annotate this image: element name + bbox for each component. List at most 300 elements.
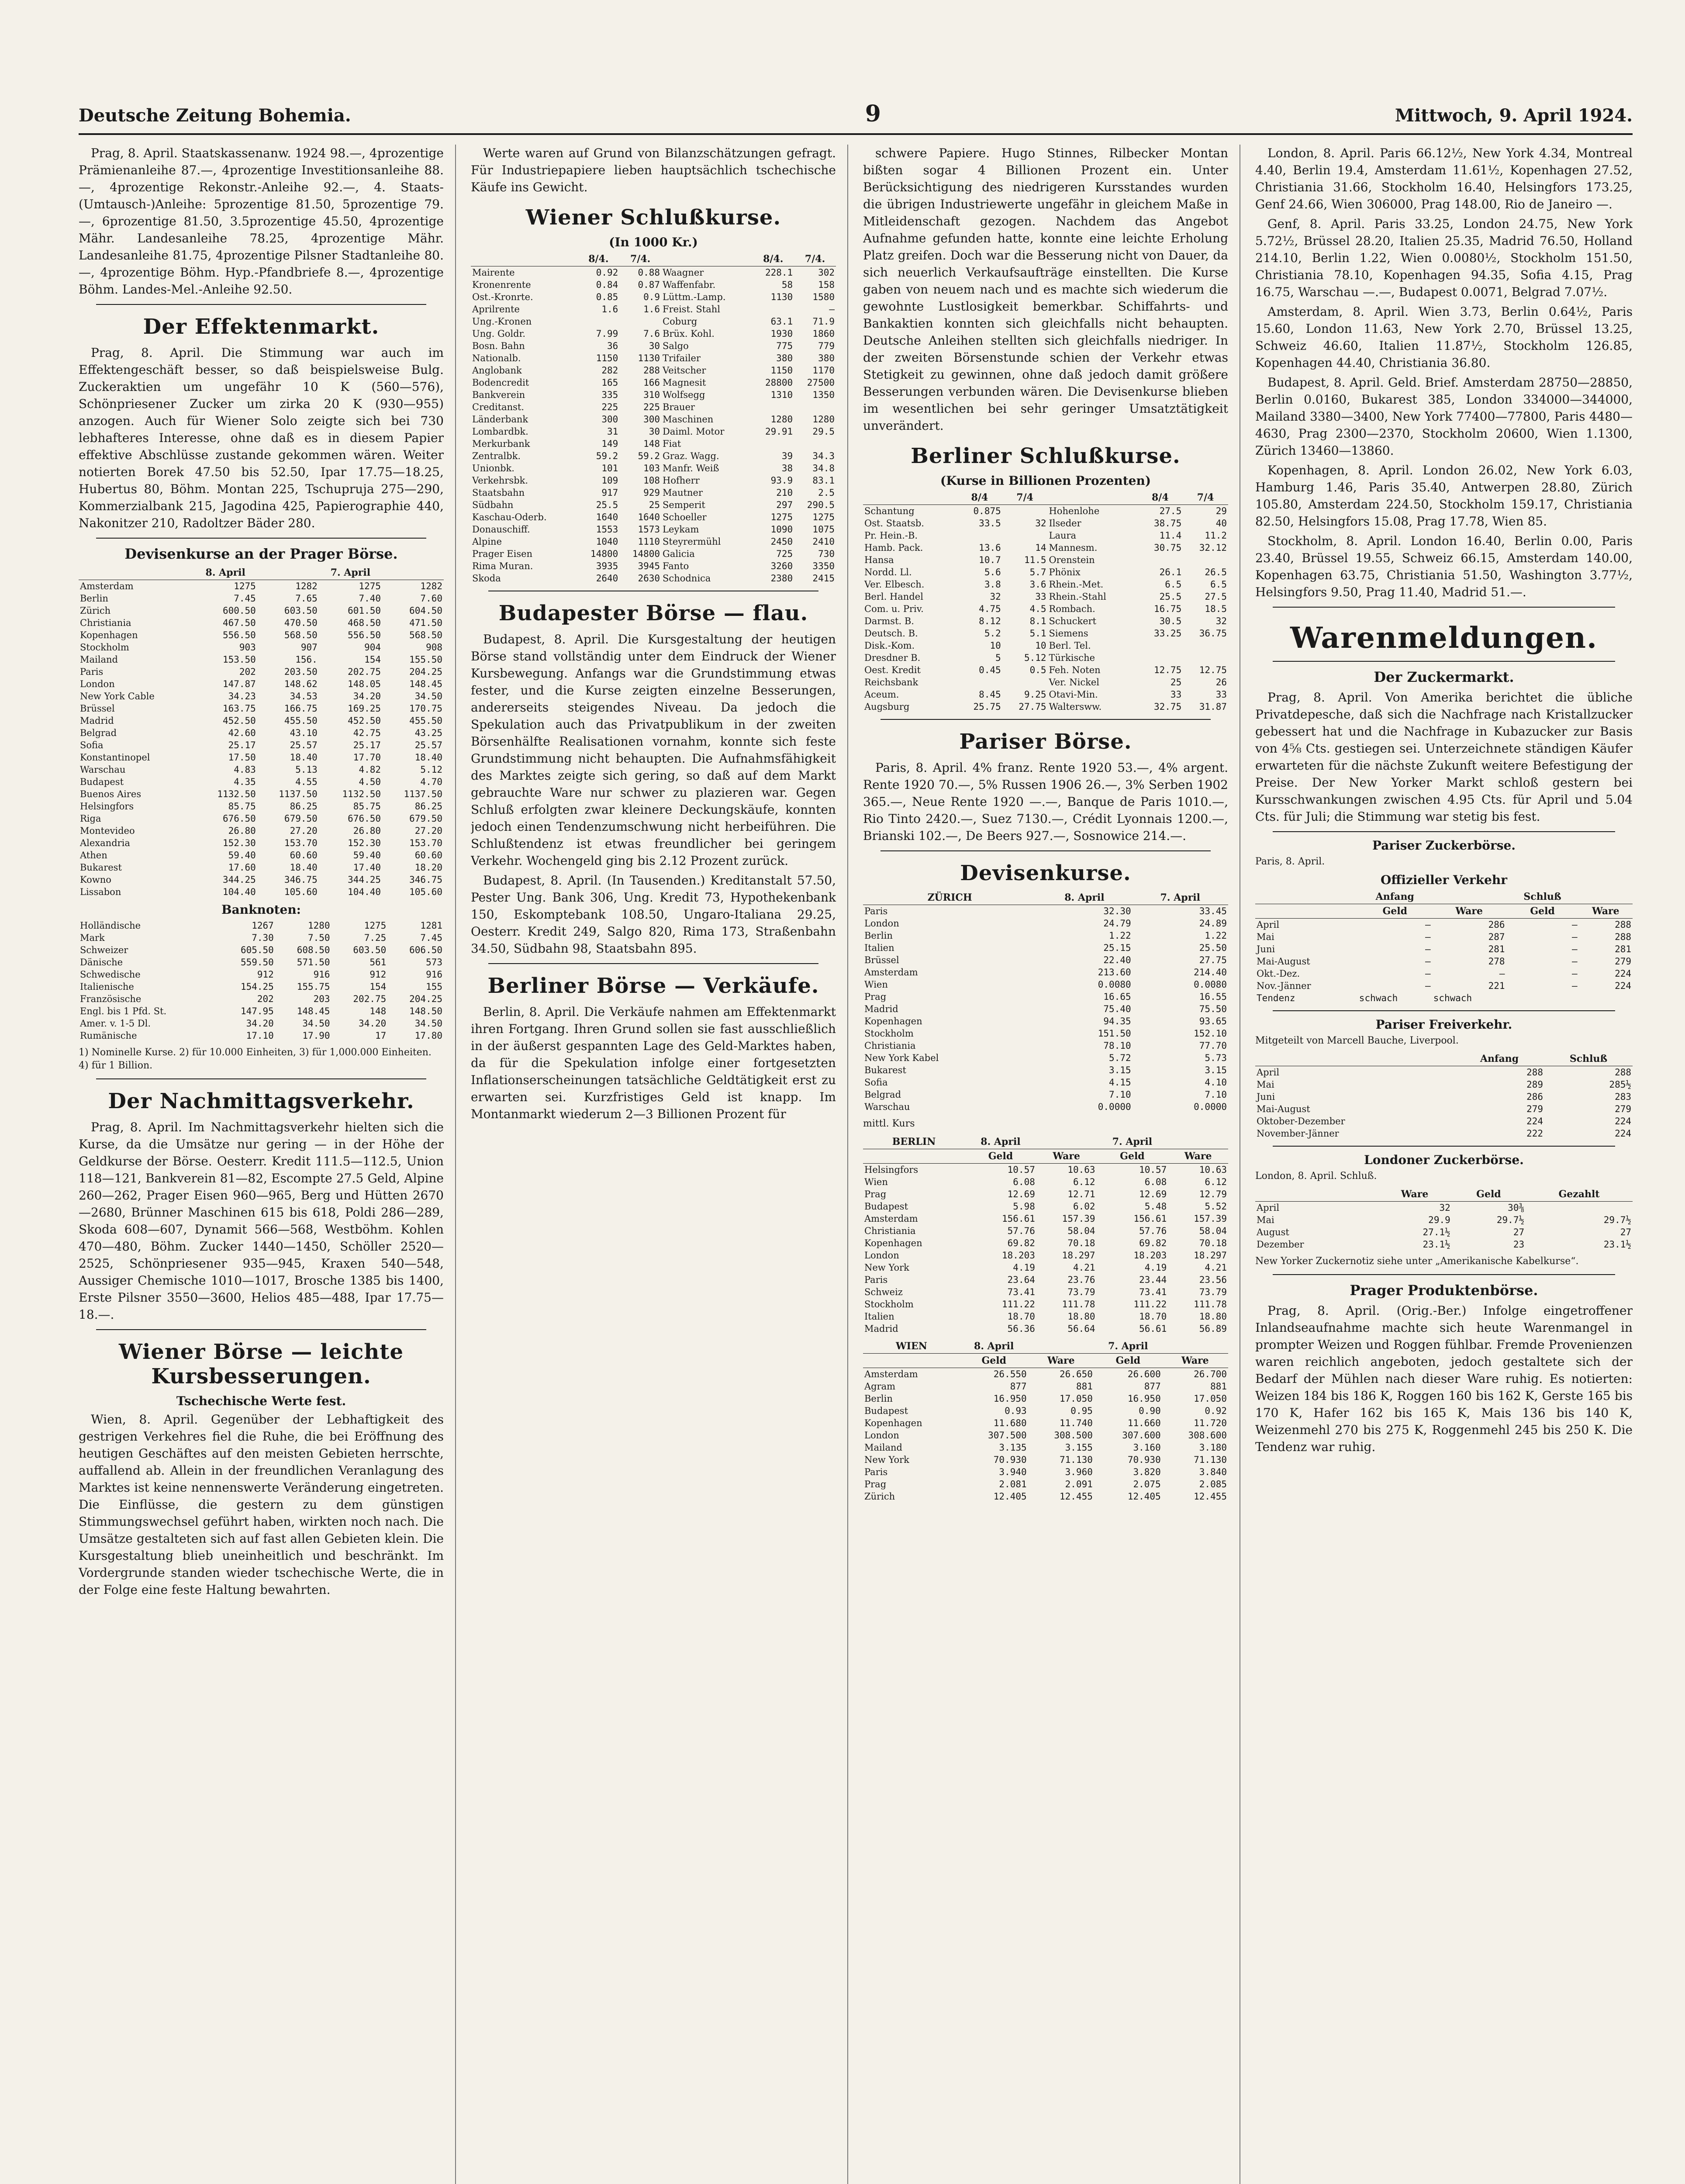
- quote-cell: 10: [990, 640, 1001, 651]
- quote-cell: 14800: [632, 549, 660, 559]
- table-row: [79, 751, 444, 764]
- quote-cell: 14800: [590, 549, 618, 559]
- quote-cell: 1.6: [643, 304, 660, 314]
- quote-cell: 30: [649, 341, 660, 351]
- quote-cell: 11.740: [1060, 1418, 1093, 1428]
- berliner-schlusskurse-table: [863, 491, 1228, 713]
- quote-cell: 42.75: [353, 728, 381, 738]
- quote-cell: 6.5: [1165, 579, 1182, 590]
- quote-cell: 203: [313, 994, 330, 1004]
- table-header-cell: schwach: [1433, 993, 1472, 1003]
- quote-cell: 279: [1526, 1104, 1543, 1114]
- quote-cell: 30⅜: [1508, 1203, 1525, 1213]
- amsterdam-fx-text: Amsterdam, 8. April. Wien 3.73, Berlin 0.64½, Paris 15.60, London 11.63, New York 2.70, Brüssel 13.25, Schweiz 46.60, Italien 11.87½, Stockholm 126.85, Kopenhagen 44.40, Christiania 36.80.: [1255, 304, 1633, 370]
- quote-cell: 69.82: [1007, 1238, 1035, 1248]
- quote-cell: 556.50: [348, 630, 381, 640]
- table-row: [79, 886, 444, 898]
- quote-cell: 70.930: [993, 1455, 1027, 1465]
- quote-cell: 1275: [770, 512, 793, 522]
- quote-cell: 56.36: [1007, 1324, 1035, 1334]
- quote-cell: 154.25: [240, 981, 274, 992]
- quote-cell: 3.135: [999, 1442, 1027, 1453]
- quote-cell: 18.80: [1067, 1311, 1095, 1322]
- table-header-cell: 7/4.: [794, 252, 836, 266]
- row-label: Ver. Nickel: [1049, 677, 1099, 688]
- budapest-quotes-text: Budapest, 8. April. (In Tausenden.) Kreditanstalt 57.50, Pester Ung. Bank 306, Ung. Kredit 73, Hypothekenbank 150, Eskomptebank 108.50, Ungaro-Italiana 29.25, Oesterr. Kredit 249, Salgo 820, Rima 173, Straßenbahn 34.50, Südbahn 98, Staatsbahn 895.: [471, 873, 836, 956]
- quote-cell: 33: [1170, 689, 1182, 700]
- table-row: [863, 1405, 1228, 1417]
- table-header-cell: [1036, 1135, 1097, 1149]
- row-label: Fiat: [663, 439, 681, 449]
- table-row: [863, 1286, 1228, 1298]
- table-row: [863, 603, 1228, 615]
- table-header-cell: Ware: [1036, 1149, 1097, 1164]
- quote-cell: 6.12: [1073, 1177, 1095, 1187]
- quote-cell: 26.550: [993, 1369, 1027, 1379]
- berlin-fx-header-row: [863, 1135, 1228, 1149]
- quote-cell: 5.12: [420, 764, 442, 775]
- row-label: Pr. Hein.-B.: [864, 530, 918, 541]
- table-row: [79, 629, 444, 641]
- table-row: [863, 1466, 1228, 1478]
- quote-cell: 39: [781, 451, 793, 461]
- warenmeldungen-heading: Warenmeldungen.: [1290, 621, 1598, 655]
- row-label: Italien: [864, 943, 894, 953]
- quote-cell: 573: [426, 957, 442, 968]
- quote-cell: 16.55: [1199, 992, 1227, 1002]
- wiener-schlusskurse-header-row: [471, 252, 836, 266]
- row-label: Unionbk.: [472, 463, 514, 473]
- quote-cell: 455.50: [284, 715, 318, 726]
- quote-cell: 5.12: [1024, 653, 1046, 663]
- row-label: Belgrad: [864, 1089, 901, 1100]
- quote-cell: 10.63: [1067, 1165, 1095, 1175]
- pariser-zucker-body: [1255, 919, 1633, 992]
- row-label: Wien: [864, 1177, 888, 1187]
- quote-cell: 33: [1035, 591, 1046, 602]
- quote-cell: 344.25: [348, 874, 381, 885]
- quote-cell: 111.78: [1194, 1299, 1227, 1310]
- quote-cell: 59.40: [228, 850, 256, 860]
- table-row: [471, 413, 836, 425]
- row-label: Dresdner B.: [864, 653, 921, 663]
- berlin-text: Berlin, 8. April. Die Verkäufe nahmen am Effektenmarkt ihren Fortgang. Ihren Grund sollen sie fast ausschließlich in der äußerst gespannten Lage des Geld-Marktes haben, da für die Spekulation infolge einer fortgesetzten Inflationserscheinungen tatsächliche Geldtätigkeit erst zu erwarten sei. Kurzfristiges Geld ist knapp. Im Montanmarkt wiederum 2—3 Billionen Prozent für: [471, 1005, 836, 1121]
- quote-cell: 10.63: [1199, 1165, 1227, 1175]
- quote-cell: 60.60: [414, 850, 442, 860]
- quote-cell: 8.1: [1029, 616, 1046, 626]
- quote-cell: 43.10: [290, 728, 318, 738]
- quote-cell: 27.20: [290, 826, 318, 836]
- quote-cell: 27: [1620, 1227, 1631, 1237]
- quote-cell: 93.9: [770, 475, 793, 486]
- row-label: Mannesm.: [1049, 543, 1098, 553]
- quote-cell: 559.50: [240, 957, 274, 968]
- quote-cell: 282: [601, 365, 618, 376]
- quote-cell: 73.41: [1139, 1287, 1167, 1297]
- table-row: [471, 499, 836, 511]
- row-label: Brauer: [663, 402, 695, 412]
- table-row: [863, 1298, 1228, 1310]
- quote-cell: 281: [1488, 944, 1505, 954]
- quote-cell: 288: [1615, 932, 1631, 942]
- row-label: New York Kabel: [864, 1053, 939, 1063]
- quote-cell: 108: [643, 475, 660, 486]
- quote-cell: 224: [1615, 981, 1631, 991]
- produktenboerse-text: Prag, 8. April. (Orig.-Ber.) Infolge eingetroffener Inlandseaufnahme machte sich heute Warenmangel in prompter Weizen und Roggen fühlbar. Fremde Provenienzen waren reichlich angeboten, jedoch gestaltete sich der Bedarf der Mühlen nach dieser Ware ruhig. Es notierten: Weizen 184 bis 186 K, Roggen 160 bis 162 K, Gerste 165 bis 170 K, Hafer 162 bis 165 K, Mais 136 bis 140 K, Weizenmehl 270 bis 275 K, Roggenmehl 245 bis 250 K. Die Tendenz war ruhig.: [1255, 1303, 1633, 1454]
- table-row: [1255, 1066, 1633, 1079]
- quote-cell: 7.45: [420, 933, 442, 943]
- row-label: Reichsbank: [864, 677, 918, 688]
- wiener-schlusskurse-unit: (In 1000 Kr.): [609, 235, 698, 249]
- quote-cell: —: [1425, 932, 1431, 942]
- zurich-fx-table: [863, 891, 1228, 1113]
- row-label: Madrid: [864, 1004, 898, 1014]
- quote-cell: 1.6: [601, 304, 618, 314]
- table-header-cell: [1162, 1339, 1228, 1354]
- row-label: Madrid: [864, 1324, 898, 1334]
- table-row: [863, 542, 1228, 554]
- table-row: [471, 352, 836, 364]
- row-label: Galicia: [663, 549, 695, 559]
- row-label: Athen: [80, 850, 107, 860]
- table-row: [863, 554, 1228, 566]
- quote-cell: 17.60: [228, 862, 256, 873]
- quote-cell: 32.30: [1103, 906, 1131, 916]
- quote-cell: 33.5: [979, 518, 1001, 529]
- quote-cell: 18.40: [414, 752, 442, 763]
- row-label: Lissabon: [80, 887, 121, 897]
- row-label: Budapest: [864, 1406, 908, 1416]
- pariser-frei-heading: Pariser Freiverkehr.: [1375, 1017, 1512, 1032]
- quote-cell: 279: [1615, 956, 1631, 967]
- quote-cell: 310: [643, 390, 660, 400]
- row-label: Riga: [80, 813, 101, 824]
- table-row: [79, 1030, 444, 1042]
- quote-cell: 3.8: [984, 579, 1001, 590]
- row-label: Amsterdam: [864, 1213, 918, 1224]
- quote-cell: 148.45: [409, 679, 442, 689]
- quote-cell: 6.12: [1205, 1177, 1227, 1187]
- quote-cell: 1275: [812, 512, 835, 522]
- masthead: [79, 100, 1633, 135]
- berlin-fx-body: [863, 1164, 1228, 1335]
- quote-cell: 152.30: [222, 838, 256, 848]
- row-label: Französische: [80, 994, 142, 1004]
- quote-cell: 111.78: [1062, 1299, 1095, 1310]
- quote-cell: 11.5: [1024, 555, 1046, 565]
- quote-cell: 2.5: [818, 487, 835, 498]
- quote-cell: 26.80: [353, 826, 381, 836]
- quote-cell: 148.50: [409, 1006, 442, 1016]
- quote-cell: 6.08: [1013, 1177, 1035, 1187]
- row-label: Christiania: [80, 618, 131, 628]
- berliner-schlusskurse-header-row: [863, 491, 1228, 505]
- row-label: November-Jänner: [1257, 1128, 1339, 1139]
- row-label: Otavi-Min.: [1049, 689, 1098, 700]
- row-label: Montevideo: [80, 826, 135, 836]
- table-header-cell: Geld: [1506, 904, 1579, 919]
- quote-cell: 604.50: [409, 605, 442, 616]
- row-label: Steyrermühl: [663, 536, 721, 547]
- quote-cell: 34.20: [353, 691, 381, 702]
- quote-cell: 42.60: [228, 728, 256, 738]
- quote-cell: 34.50: [414, 1018, 442, 1029]
- quote-cell: 18.40: [290, 862, 318, 873]
- row-label: Mai-August: [1257, 1104, 1310, 1114]
- issue-date: Mittwoch, 9. April 1924.: [1395, 105, 1633, 126]
- table-row: [863, 1164, 1228, 1176]
- quote-cell: [1183, 639, 1228, 652]
- quote-cell: —: [1571, 944, 1578, 954]
- quote-cell: 24.79: [1103, 918, 1131, 929]
- row-label: Ost.-Kronrte.: [472, 292, 533, 302]
- quote-cell: 32: [990, 591, 1001, 602]
- paris-text: Paris, 8. April. 4% franz. Rente 1920 53.—, 4% argent. Rente 1920 70.—, 5% Russen 1906 26.—, 3% Serben 1902 365.—, Neue Rente 1920 —.—, Banque de Paris 1010.—, Rio Tinto 2420.—, Suez 7130.—, Crédit Lyonnais 1200.—, Brianski 102.—, De Beers 927.—, Sosnowice 214.—.: [863, 760, 1228, 843]
- row-label: Semperit: [663, 500, 705, 510]
- quote-cell: 4.21: [1205, 1262, 1227, 1273]
- row-label: Waltersww.: [1049, 702, 1102, 712]
- quote-cell: [619, 315, 661, 328]
- produktenboerse-heading: Prager Produktenbörse.: [1350, 1282, 1538, 1299]
- quote-cell: 166.75: [284, 703, 318, 714]
- quote-cell: 26.5: [1205, 567, 1227, 577]
- quote-cell: 5.72: [1109, 1053, 1131, 1063]
- row-label: Ung. Goldr.: [472, 328, 526, 339]
- table-row: [79, 666, 444, 678]
- quote-cell: 7.10: [1109, 1089, 1131, 1100]
- row-label: Mailand: [80, 654, 118, 665]
- quote-cell: 77.70: [1199, 1040, 1227, 1051]
- quote-cell: 287: [1488, 932, 1505, 942]
- table-row: [79, 788, 444, 800]
- table-row: [863, 517, 1228, 529]
- quote-cell: 27.1½: [1423, 1227, 1450, 1237]
- quote-cell: 13.6: [979, 543, 1001, 553]
- table-row: [863, 942, 1228, 954]
- quote-cell: 12.71: [1067, 1189, 1095, 1199]
- zuckermarkt-heading: Der Zuckermarkt.: [1374, 669, 1514, 685]
- quote-cell: 210: [776, 487, 793, 498]
- quote-cell: 224: [1615, 968, 1631, 979]
- quote-cell: 202: [257, 994, 274, 1004]
- fx-footnote: 1) Nominelle Kurse. 2) für 10.000 Einheiten, 3) für 1,000.000 Einheiten. 4) für 1 Billion.: [79, 1047, 432, 1071]
- zurich-fx-note: mittl. Kurs: [863, 1118, 915, 1129]
- row-label: Berl. Handel: [864, 591, 923, 602]
- quote-cell: 5.7: [1029, 567, 1046, 577]
- row-label: Alexandria: [80, 838, 130, 848]
- quote-cell: 1275: [364, 920, 387, 931]
- table-row: [471, 523, 836, 536]
- row-label: Budapest: [864, 1201, 908, 1212]
- table-row: [79, 715, 444, 727]
- table-row: [863, 1261, 1228, 1274]
- row-label: Augsburg: [864, 702, 910, 712]
- quote-cell: 63.1: [770, 316, 793, 327]
- quote-cell: 4.19: [1144, 1262, 1167, 1273]
- quote-cell: —: [829, 304, 835, 314]
- quote-cell: 1573: [638, 524, 660, 535]
- table-row: [863, 529, 1228, 542]
- quote-cell: 23.56: [1199, 1275, 1227, 1285]
- quote-cell: 8.45: [979, 689, 1001, 700]
- quote-cell: 603.50: [284, 605, 318, 616]
- quote-cell: 7.30: [252, 933, 274, 943]
- table-row: [863, 1089, 1228, 1101]
- row-label: Türkische: [1049, 653, 1095, 663]
- row-label: Alpine: [472, 536, 502, 547]
- quote-cell: 18.297: [1062, 1250, 1095, 1261]
- table-row: [79, 944, 444, 956]
- row-label: Mai: [1257, 1215, 1274, 1225]
- row-label: Manfr. Weiß: [663, 463, 719, 473]
- quote-cell: 1282: [295, 581, 318, 591]
- table-header-cell: 8. April: [194, 566, 257, 580]
- row-label: Aprilrente: [472, 304, 520, 314]
- quote-cell: 1280: [307, 920, 330, 931]
- row-label: April: [1257, 1203, 1280, 1213]
- row-label: April: [1257, 919, 1280, 930]
- row-label: Dänische: [80, 957, 123, 968]
- table-header-cell: Gezahlt: [1526, 1187, 1633, 1202]
- quote-cell: 3260: [770, 561, 793, 571]
- table-header-cell: [257, 566, 319, 580]
- kopenhagen-fx-text: Kopenhagen, 8. April. London 26.02, New York 6.03, Hamburg 1.46, Paris 35.40, Antwerpen 28.80, Zürich 105.80, Amsterdam 224.50, Stockholm 159.17, Christiania 82.50, Helsingfors 15.08, Prag 17.78, Wien 85.: [1255, 463, 1633, 529]
- berlin-heading: Berliner Börse — Verkäufe.: [487, 974, 819, 998]
- quote-cell: 1075: [812, 524, 835, 535]
- quote-cell: 29.7½: [1603, 1215, 1631, 1225]
- quote-cell: 1.22: [1109, 930, 1131, 941]
- table-header-cell: Ware: [1579, 904, 1633, 919]
- quote-cell: 3935: [596, 561, 618, 571]
- quote-cell: 7.25: [364, 933, 387, 943]
- table-row: [863, 652, 1228, 664]
- quote-cell: 75.50: [1199, 1004, 1227, 1014]
- quote-cell: 11.4: [1159, 530, 1182, 541]
- quote-cell: 69.82: [1139, 1238, 1167, 1248]
- row-label: New York: [864, 1262, 909, 1273]
- quote-cell: 290.5: [807, 500, 835, 510]
- quote-cell: 32.12: [1199, 543, 1227, 553]
- quote-cell: 6.02: [1073, 1201, 1095, 1212]
- quote-cell: 225: [643, 402, 660, 412]
- quote-cell: 1090: [770, 524, 793, 535]
- quote-cell: 5.48: [1144, 1201, 1167, 1212]
- quote-cell: 775: [776, 341, 793, 351]
- table-header-cell: Anfang: [1454, 1052, 1544, 1066]
- row-label: Mai: [1257, 932, 1274, 942]
- table-header-cell: 7/4.: [619, 252, 661, 266]
- quote-cell: 169.25: [348, 703, 381, 714]
- row-label: Prag: [864, 1189, 887, 1199]
- row-label: Paris: [864, 1467, 888, 1477]
- table-row: [863, 1441, 1228, 1454]
- quote-cell: 25.5: [596, 500, 618, 510]
- quote-cell: 3350: [812, 561, 835, 571]
- zurich-fx-header-row: [863, 891, 1228, 905]
- wien-boerse-text: Wien, 8. April. Gegenüber der Lebhaftigkeit des gestrigen Verkehres fiel die Ruhe, die bei Eröffnung des heutigen Geschäftes auf den meisten Gebieten herrschte, auffallend ab. Allein in der freundlichen Veranlagung des Marktes ist keine nennenswerte Veränderung eingetreten. Die Einflüsse, die gestern zu dem günstigen Stimmungswechsel geführt haben, wirkten noch nach. Die Umsätze gestalteten sich auf fast allen Gebieten klein. Die Kursgestaltung blieb uneinheitlich und beschränkt. Im Vordergrunde standen wieder tschechische Werte, die in der Folge eine feste Haltung bewahrten.: [79, 1412, 444, 1597]
- quote-cell: 5: [995, 653, 1001, 663]
- quote-cell: 29: [1215, 506, 1227, 516]
- row-label: August: [1257, 1227, 1289, 1237]
- quote-cell: 104.40: [222, 887, 256, 897]
- quote-cell: 5.1: [1029, 628, 1046, 639]
- quote-cell: 1580: [812, 292, 835, 302]
- quote-cell: 4.5: [1029, 604, 1046, 614]
- table-row: [863, 1200, 1228, 1213]
- table-header-cell: [863, 1354, 960, 1368]
- quote-cell: 5.13: [295, 764, 318, 775]
- quote-cell: 32.75: [1154, 702, 1182, 712]
- quote-cell: 10: [1035, 640, 1046, 651]
- row-label: Kronenrente: [472, 280, 531, 290]
- table-header-cell: 7/4: [1002, 491, 1048, 505]
- table-row: [1255, 1202, 1633, 1214]
- quote-cell: 470.50: [284, 618, 318, 628]
- quote-cell: 2.085: [1199, 1479, 1227, 1489]
- table-row: [79, 849, 444, 861]
- quote-cell: 903: [239, 642, 256, 653]
- quote-cell: 27.5: [1159, 506, 1182, 516]
- quote-cell: 1280: [770, 414, 793, 425]
- row-label: Italien: [864, 1311, 894, 1322]
- quote-cell: 0.0000: [1098, 1102, 1131, 1112]
- quote-cell: 3.160: [1133, 1442, 1161, 1453]
- table-header-cell: 8/4: [957, 491, 1002, 505]
- quote-cell: 1640: [638, 512, 660, 522]
- row-label: Buenos Aires: [80, 789, 142, 799]
- row-label: Ilseder: [1049, 518, 1081, 529]
- table-header-cell: [382, 566, 444, 580]
- table-row: [471, 291, 836, 303]
- quote-cell: 154: [369, 981, 387, 992]
- quote-cell: 25.17: [228, 740, 256, 750]
- quote-cell: 2.075: [1133, 1479, 1161, 1489]
- quote-cell: 0.88: [638, 267, 660, 278]
- quote-cell: 16.75: [1154, 604, 1182, 614]
- quote-cell: 27.5: [1205, 591, 1227, 602]
- quote-cell: 224: [1615, 1128, 1631, 1139]
- quote-cell: 1.22: [1205, 930, 1227, 941]
- table-header-cell: [661, 252, 752, 266]
- quote-cell: [957, 676, 1002, 688]
- table-row: [863, 1417, 1228, 1429]
- quote-cell: 929: [643, 487, 660, 498]
- table-header-cell: Ware: [1378, 1187, 1451, 1202]
- row-label: Stockholm: [80, 642, 129, 653]
- row-label: Berl. Tel.: [1049, 640, 1091, 651]
- quote-cell: 153.50: [222, 654, 256, 665]
- table-header-cell: [1255, 904, 1358, 919]
- quote-cell: —: [1571, 968, 1578, 979]
- table-row: [79, 993, 444, 1005]
- quote-cell: 85.75: [353, 801, 381, 812]
- quote-cell: 916: [426, 969, 442, 980]
- row-label: Amsterdam: [80, 581, 134, 591]
- row-label: London: [864, 1250, 899, 1261]
- quote-cell: 12.69: [1139, 1189, 1167, 1199]
- row-label: Mai-August: [1257, 956, 1310, 967]
- quote-cell: 7.40: [359, 593, 381, 604]
- paper-title: Deutsche Zeitung Bohemia.: [79, 105, 351, 126]
- quote-cell: 34.50: [414, 691, 442, 702]
- row-label: Paris: [864, 1275, 888, 1285]
- quote-cell: 2380: [770, 573, 793, 584]
- table-row: [863, 639, 1228, 652]
- page-number: 9: [865, 100, 881, 127]
- quote-cell: 203.50: [284, 667, 318, 677]
- quote-cell: [752, 401, 794, 413]
- table-header-cell: Tendenz: [1257, 993, 1295, 1003]
